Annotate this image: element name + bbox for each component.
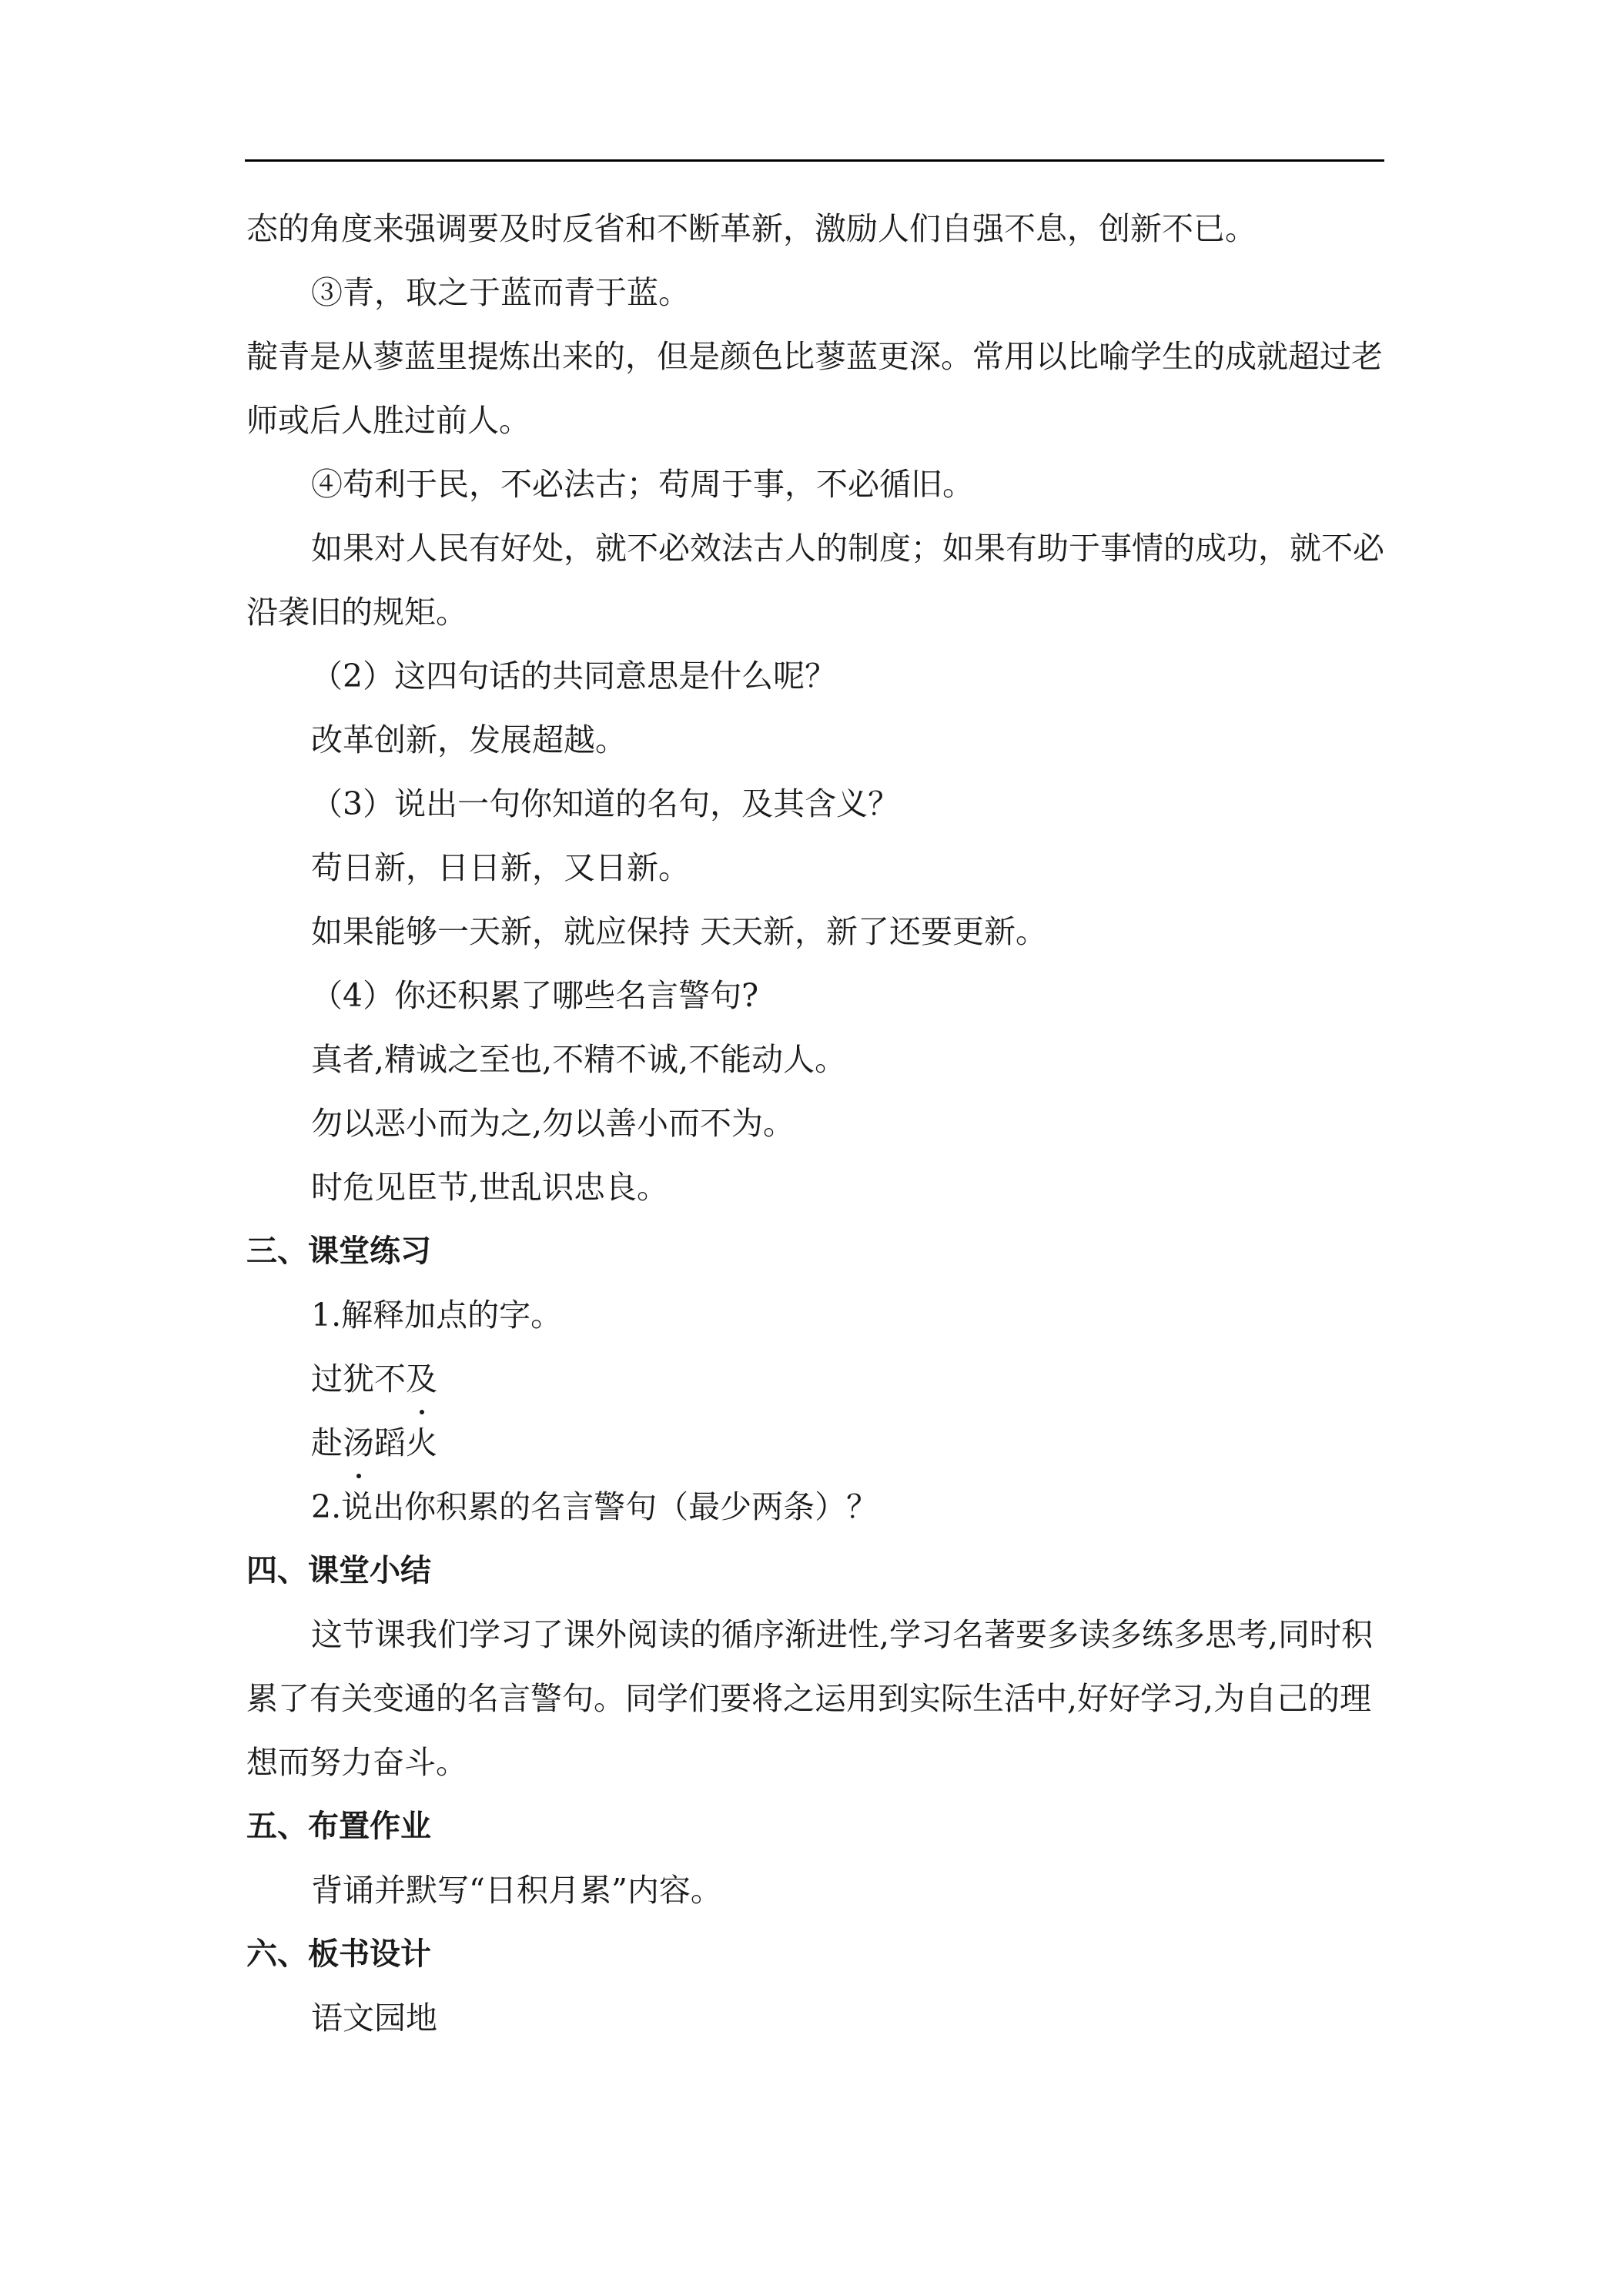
question-3: （3）说出一句你知道的名句，及其含义？ — [311, 785, 900, 822]
quote-3-explanation: 靛青是从蓼蓝里提炼出来的，但是颜色比蓼蓝更深。常用以比喻学生的成就超过老师或后人胜过前人。 — [246, 338, 1383, 439]
quote-3: ③青，取之于蓝而青于蓝。 — [311, 274, 690, 311]
board-design-text: 语文园地 — [311, 2000, 437, 2037]
quote-4: ④苟利于民，不必法古；苟周于事，不必循旧。 — [311, 466, 974, 503]
section-heading-homework: 五、布置作业 — [246, 1809, 431, 1844]
header-rule — [245, 159, 1384, 162]
answer-3-quote: 苟日新，日日新，又日新。 — [311, 849, 690, 886]
dotted-char-tang: 汤 — [343, 1411, 374, 1475]
answer-2: 改革创新，发展超越。 — [311, 721, 627, 758]
exercise-item-1-text: 过犹不 — [311, 1361, 406, 1397]
homework-paragraph: 背诵并默写“日积月累”内容。 — [311, 1872, 722, 1909]
maxim-3: 时危见臣节,世乱识忠良。 — [311, 1169, 669, 1206]
paragraph-continuation: 态的角度来强调要及时反省和不断革新，激励人们自强不息，创新不已。 — [246, 210, 1257, 247]
question-2: （2）这四句话的共同意思是什么呢？ — [311, 658, 837, 694]
section-heading-practice: 三、课堂练习 — [246, 1233, 431, 1269]
maxim-2: 勿以恶小而为之,勿以善小而不为。 — [311, 1105, 795, 1142]
document-body — [246, 197, 1384, 2050]
summary-paragraph: 这节课我们学习了课外阅读的循序渐进性,学习名著要多读多练多思考,同时积累了有关变通的名言警句。同学们要将之运用到实际生活中,好好学习,为自己的理想而努力奋斗。 — [246, 1616, 1374, 1781]
section-heading-summary: 四、课堂小结 — [246, 1553, 431, 1588]
exercise-question-2: 2.说出你积累的名言警句（最少两条）？ — [311, 1488, 878, 1525]
exercise-item-1 — [246, 1347, 1384, 1411]
section-heading-board-design: 六、板书设计 — [246, 1936, 431, 1972]
exercise-item-2-tail: 蹈火 — [374, 1424, 437, 1461]
exercise-item-2-text: 赴 — [311, 1424, 343, 1461]
quote-4-explanation: 如果对人民有好处，就不必效法古人的制度；如果有助于事情的成功，就不必沿袭旧的规矩。 — [246, 530, 1384, 631]
maxim-1: 真者,精诚之至也,不精不诚,不能动人。 — [311, 1041, 847, 1078]
answer-3-meaning: 如果能够一天新，就应保持 天天新，新了还要更新。 — [311, 913, 1048, 950]
dotted-char-ji: 及 — [406, 1347, 437, 1411]
exercise-question-1: 1.解释加点的字。 — [311, 1297, 563, 1334]
exercise-item-2 — [246, 1411, 1384, 1475]
question-4: （4）你还积累了哪些名言警句? — [311, 977, 759, 1014]
